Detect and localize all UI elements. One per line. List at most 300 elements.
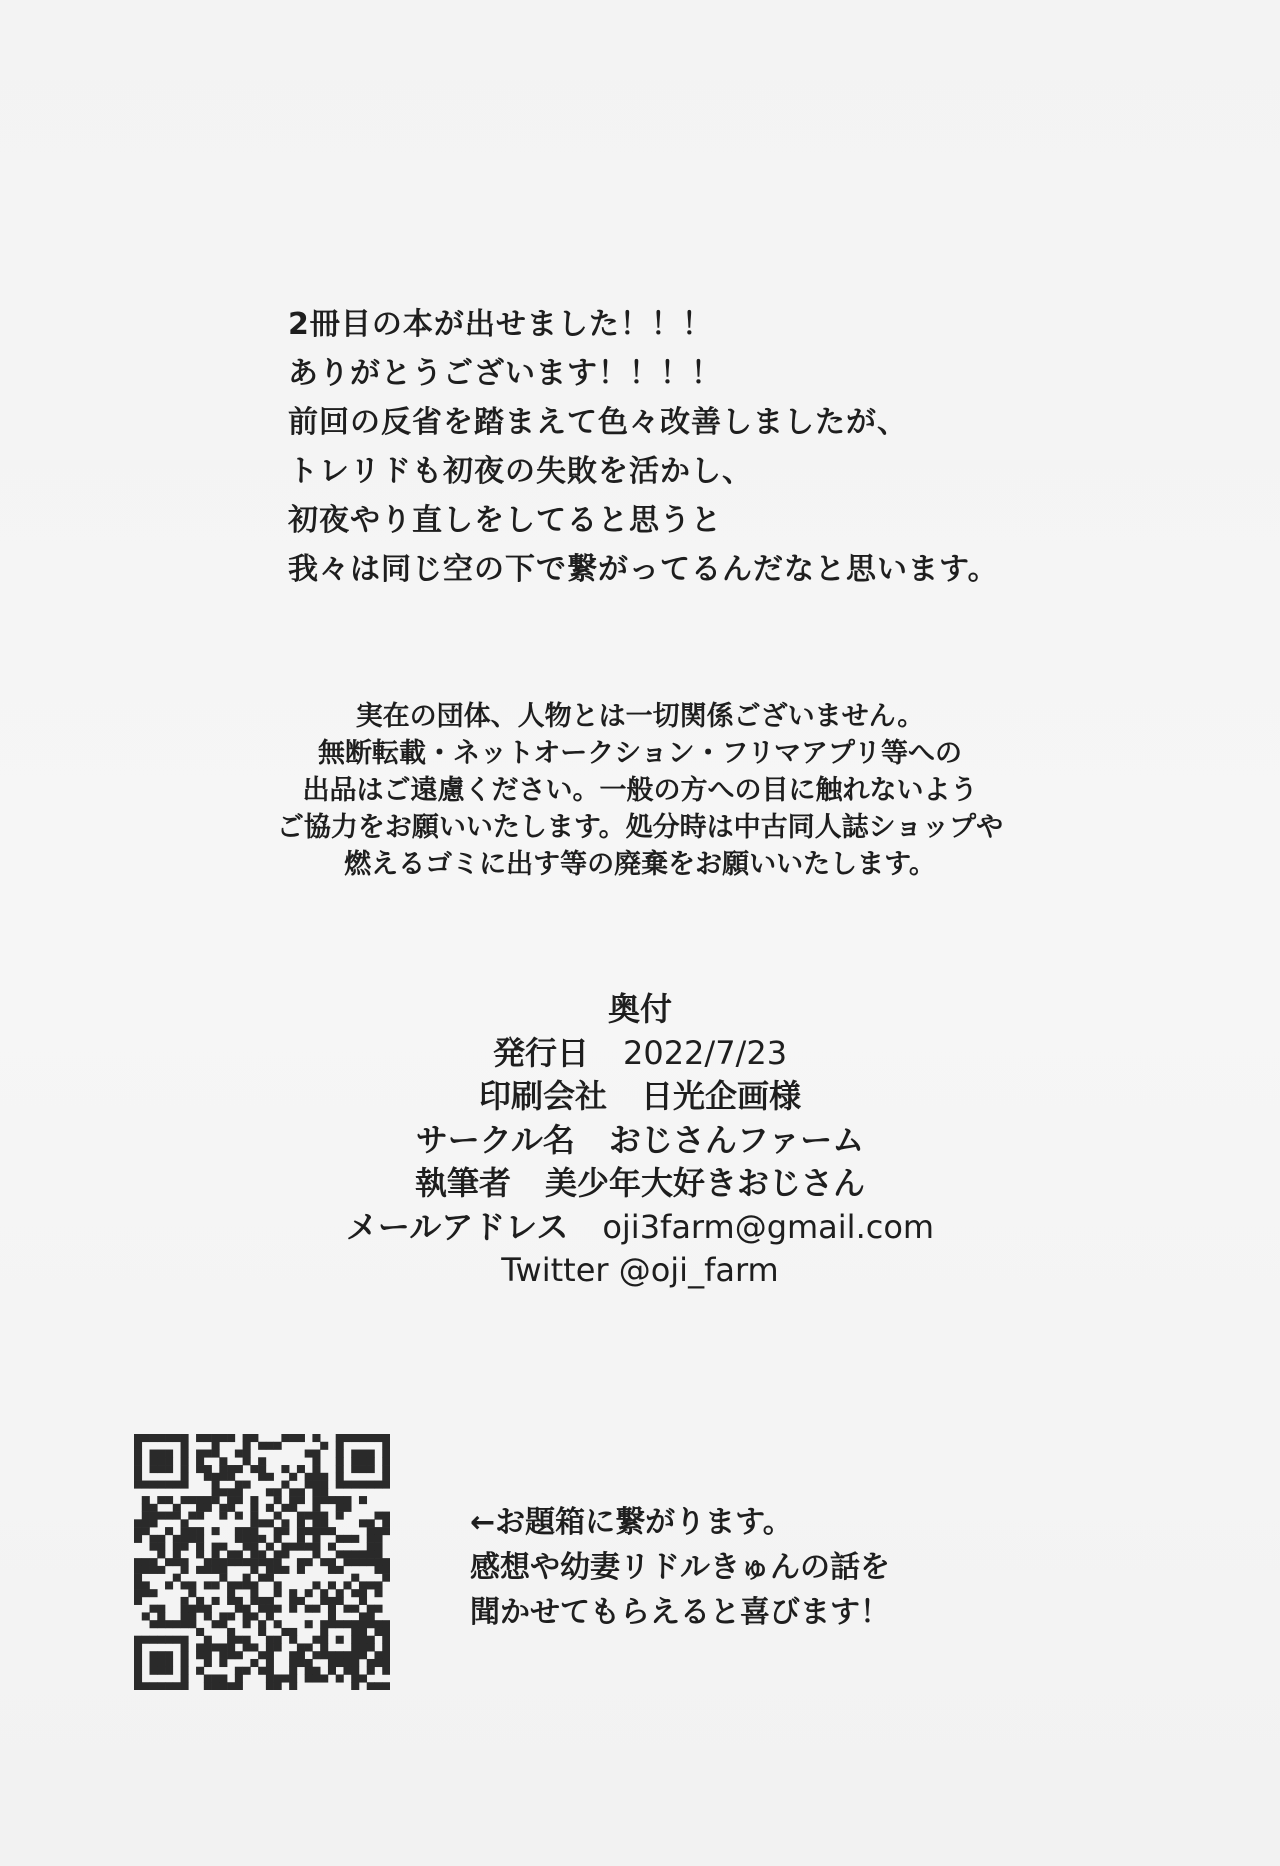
qr-module xyxy=(312,1450,320,1458)
qr-module xyxy=(359,1643,367,1651)
qr-module xyxy=(142,1558,150,1566)
legal-notice xyxy=(140,698,1140,883)
publication-date-row xyxy=(240,1032,1040,1076)
qr-module xyxy=(320,1496,328,1504)
qr-module xyxy=(382,1574,390,1582)
qr-module xyxy=(374,1527,382,1535)
qr-module xyxy=(289,1488,297,1496)
qr-module xyxy=(281,1481,289,1489)
qr-module xyxy=(227,1643,235,1651)
qr-module xyxy=(367,1543,375,1551)
qr-module xyxy=(134,1450,142,1458)
qr-module xyxy=(289,1434,297,1442)
qr-module xyxy=(212,1488,220,1496)
qr-module xyxy=(320,1643,328,1651)
qr-module xyxy=(336,1550,344,1558)
qr-module xyxy=(204,1465,212,1473)
qr-module xyxy=(196,1628,204,1636)
qr-module xyxy=(297,1519,305,1527)
qr-module xyxy=(320,1620,328,1628)
qr-module xyxy=(196,1535,204,1543)
qr-module xyxy=(382,1519,390,1527)
qr-module xyxy=(289,1659,297,1667)
qr-module xyxy=(181,1496,189,1504)
qr-module xyxy=(250,1434,258,1442)
qr-module xyxy=(374,1434,382,1442)
qr-module xyxy=(157,1659,165,1667)
qr-module xyxy=(274,1442,282,1450)
qr-module xyxy=(336,1620,344,1628)
qr-module xyxy=(134,1566,142,1574)
qr-module xyxy=(312,1465,320,1473)
qr-module xyxy=(382,1473,390,1481)
qr-module xyxy=(250,1597,258,1605)
qr-module xyxy=(212,1450,220,1458)
qr-module xyxy=(227,1636,235,1644)
email-row xyxy=(240,1206,1040,1250)
qr-module xyxy=(173,1574,181,1582)
qr-module xyxy=(212,1682,220,1690)
qr-module xyxy=(204,1612,212,1620)
qr-module xyxy=(382,1481,390,1489)
qr-module xyxy=(134,1535,142,1543)
qr-module xyxy=(250,1465,258,1473)
qr-module xyxy=(320,1481,328,1489)
qr-module xyxy=(212,1597,220,1605)
qr-module xyxy=(243,1643,251,1651)
qr-module xyxy=(336,1566,344,1574)
qr-module xyxy=(343,1651,351,1659)
qr-module xyxy=(235,1496,243,1504)
qr-code[interactable] xyxy=(134,1434,390,1690)
qr-module xyxy=(142,1519,150,1527)
qr-module xyxy=(250,1543,258,1551)
qr-module xyxy=(289,1597,297,1605)
qr-module xyxy=(374,1535,382,1543)
qr-module xyxy=(258,1628,266,1636)
qr-module xyxy=(181,1465,189,1473)
qr-module xyxy=(374,1512,382,1520)
qr-module xyxy=(297,1496,305,1504)
qr-module xyxy=(305,1667,313,1675)
qr-module xyxy=(336,1589,344,1597)
qr-module xyxy=(382,1659,390,1667)
qr-module xyxy=(343,1535,351,1543)
qr-module xyxy=(157,1636,165,1644)
qr-module xyxy=(351,1550,359,1558)
notice-line: 出品はご遠慮ください。一般の方への目に触れないよう xyxy=(302,775,978,806)
qr-module xyxy=(382,1620,390,1628)
qr-module xyxy=(181,1581,189,1589)
qr-module xyxy=(227,1550,235,1558)
qr-module xyxy=(165,1481,173,1489)
qr-module xyxy=(305,1481,313,1489)
qr-module xyxy=(219,1558,227,1566)
qr-module xyxy=(312,1488,320,1496)
qr-module xyxy=(227,1651,235,1659)
qr-module xyxy=(173,1481,181,1489)
qr-module xyxy=(157,1512,165,1520)
qr-module xyxy=(274,1527,282,1535)
qr-module xyxy=(250,1566,258,1574)
qr-module xyxy=(258,1535,266,1543)
qr-module xyxy=(374,1589,382,1597)
qr-module xyxy=(219,1488,227,1496)
qr-module xyxy=(150,1543,158,1551)
qr-module xyxy=(336,1465,344,1473)
qr-module xyxy=(351,1481,359,1489)
qr-module xyxy=(274,1674,282,1682)
qr-module xyxy=(243,1481,251,1489)
qr-module xyxy=(196,1527,204,1535)
qr-module xyxy=(250,1519,258,1527)
qr-module xyxy=(258,1473,266,1481)
qr-module xyxy=(297,1566,305,1574)
qr-module xyxy=(367,1620,375,1628)
qr-module xyxy=(165,1682,173,1690)
circle-value: おじさんファーム xyxy=(608,1120,865,1159)
afterword-line: 2冊目の本が出せました！！！ xyxy=(288,307,713,342)
qr-module xyxy=(312,1651,320,1659)
qr-module xyxy=(181,1651,189,1659)
qr-module xyxy=(274,1581,282,1589)
qr-module xyxy=(328,1527,336,1535)
qr-module xyxy=(351,1667,359,1675)
qr-module xyxy=(204,1558,212,1566)
qr-module xyxy=(219,1512,227,1520)
qr-module xyxy=(336,1674,344,1682)
qr-module xyxy=(258,1442,266,1450)
qr-module xyxy=(367,1558,375,1566)
qr-module xyxy=(212,1620,220,1628)
qr-module xyxy=(305,1473,313,1481)
author-value: 美少年大好きおじさん xyxy=(545,1164,866,1202)
qr-module xyxy=(343,1481,351,1489)
qr-module xyxy=(336,1442,344,1450)
qr-module xyxy=(235,1535,243,1543)
qr-module xyxy=(250,1512,258,1520)
qr-module xyxy=(173,1620,181,1628)
qr-module xyxy=(235,1597,243,1605)
qr-module xyxy=(243,1434,251,1442)
qr-module xyxy=(351,1465,359,1473)
qr-module xyxy=(204,1504,212,1512)
qr-module xyxy=(312,1550,320,1558)
qr-module xyxy=(328,1620,336,1628)
qr-module xyxy=(157,1667,165,1675)
qr-module xyxy=(266,1543,274,1551)
qr-module xyxy=(351,1558,359,1566)
qr-module xyxy=(266,1504,274,1512)
qr-module xyxy=(351,1535,359,1543)
qr-module xyxy=(219,1620,227,1628)
qr-module xyxy=(142,1527,150,1535)
qr-module xyxy=(150,1465,158,1473)
qr-module xyxy=(204,1636,212,1644)
qr-module xyxy=(227,1504,235,1512)
qr-module xyxy=(297,1488,305,1496)
qr-module xyxy=(150,1504,158,1512)
qr-module xyxy=(181,1682,189,1690)
qr-module xyxy=(204,1651,212,1659)
qr-module xyxy=(212,1558,220,1566)
qr-module xyxy=(181,1473,189,1481)
qr-module xyxy=(235,1581,243,1589)
qr-module xyxy=(258,1620,266,1628)
qr-module xyxy=(305,1527,313,1535)
qr-module xyxy=(243,1612,251,1620)
qr-module xyxy=(336,1434,344,1442)
qr-module xyxy=(367,1535,375,1543)
qr-module xyxy=(196,1504,204,1512)
qr-module xyxy=(181,1620,189,1628)
qr-module xyxy=(165,1527,173,1535)
qr-module xyxy=(328,1612,336,1620)
qr-module xyxy=(157,1481,165,1489)
qr-module xyxy=(289,1674,297,1682)
qr-module xyxy=(320,1512,328,1520)
qr-module xyxy=(343,1504,351,1512)
qr-module xyxy=(134,1643,142,1651)
qr-module xyxy=(188,1612,196,1620)
qr-module xyxy=(250,1589,258,1597)
qr-module xyxy=(320,1589,328,1597)
qr-module xyxy=(173,1550,181,1558)
qr-module xyxy=(289,1543,297,1551)
qr-module xyxy=(227,1473,235,1481)
qr-module xyxy=(157,1535,165,1543)
qr-module xyxy=(297,1651,305,1659)
qr-module xyxy=(204,1659,212,1667)
qr-module xyxy=(297,1512,305,1520)
qr-module xyxy=(134,1465,142,1473)
qr-module xyxy=(382,1682,390,1690)
qr-module xyxy=(305,1620,313,1628)
qr-module xyxy=(157,1620,165,1628)
qr-module xyxy=(367,1450,375,1458)
qr-module xyxy=(266,1488,274,1496)
qr-module xyxy=(359,1636,367,1644)
qr-module xyxy=(367,1550,375,1558)
qr-module xyxy=(134,1589,142,1597)
qr-module xyxy=(157,1651,165,1659)
qr-module xyxy=(219,1566,227,1574)
qr-module xyxy=(188,1535,196,1543)
twitter-handle: Twitter @oji_farm xyxy=(501,1251,779,1289)
qr-module xyxy=(243,1527,251,1535)
qr-module xyxy=(181,1442,189,1450)
qr-module xyxy=(382,1636,390,1644)
qr-module xyxy=(343,1558,351,1566)
qr-module xyxy=(258,1550,266,1558)
qr-module xyxy=(382,1465,390,1473)
qr-module xyxy=(382,1457,390,1465)
qr-module xyxy=(274,1620,282,1628)
qr-module xyxy=(150,1457,158,1465)
qr-module xyxy=(134,1519,142,1527)
qr-module xyxy=(227,1465,235,1473)
qr-module xyxy=(181,1566,189,1574)
qr-module xyxy=(165,1620,173,1628)
author-label: 執筆者 xyxy=(414,1164,511,1202)
qr-module xyxy=(142,1504,150,1512)
qr-module xyxy=(289,1636,297,1644)
qr-module xyxy=(227,1628,235,1636)
qr-module xyxy=(250,1527,258,1535)
qr-module xyxy=(351,1457,359,1465)
qr-module xyxy=(235,1682,243,1690)
qr-module xyxy=(219,1473,227,1481)
qr-module xyxy=(374,1628,382,1636)
qr-module xyxy=(297,1597,305,1605)
qr-module xyxy=(382,1643,390,1651)
qr-module xyxy=(312,1636,320,1644)
qr-module xyxy=(351,1651,359,1659)
qr-module xyxy=(142,1512,150,1520)
qr-module xyxy=(367,1659,375,1667)
qr-module xyxy=(188,1496,196,1504)
qr-module xyxy=(165,1558,173,1566)
qr-module xyxy=(328,1605,336,1613)
qr-module xyxy=(157,1550,165,1558)
qr-module xyxy=(382,1566,390,1574)
qr-module xyxy=(165,1651,173,1659)
qr-module xyxy=(196,1496,204,1504)
qr-module xyxy=(142,1566,150,1574)
qr-module xyxy=(351,1636,359,1644)
qr-module xyxy=(359,1519,367,1527)
qr-module xyxy=(165,1434,173,1442)
qr-module xyxy=(266,1674,274,1682)
qr-module xyxy=(336,1504,344,1512)
qr-module xyxy=(305,1450,313,1458)
qr-module xyxy=(219,1612,227,1620)
qr-module xyxy=(134,1651,142,1659)
qr-module xyxy=(274,1496,282,1504)
qr-module xyxy=(150,1535,158,1543)
circle-row xyxy=(240,1119,1040,1163)
qr-module xyxy=(266,1643,274,1651)
qr-module xyxy=(219,1674,227,1682)
qr-module xyxy=(328,1659,336,1667)
qr-module xyxy=(150,1659,158,1667)
qr-module xyxy=(328,1496,336,1504)
qr-module xyxy=(173,1558,181,1566)
qr-module xyxy=(289,1605,297,1613)
qr-module xyxy=(266,1682,274,1690)
qr-module xyxy=(157,1434,165,1442)
qr-module xyxy=(320,1488,328,1496)
qr-module xyxy=(281,1465,289,1473)
qr-module xyxy=(196,1651,204,1659)
qr-module xyxy=(320,1597,328,1605)
qr-module xyxy=(157,1543,165,1551)
afterword-text xyxy=(288,300,1148,594)
qr-module xyxy=(196,1605,204,1613)
qr-module xyxy=(173,1543,181,1551)
qr-module xyxy=(219,1682,227,1690)
qr-module xyxy=(374,1543,382,1551)
qr-module xyxy=(181,1558,189,1566)
qr-module xyxy=(274,1605,282,1613)
qr-module xyxy=(181,1636,189,1644)
qr-module xyxy=(134,1527,142,1535)
qr-module xyxy=(181,1434,189,1442)
qr-module xyxy=(382,1527,390,1535)
qr-module xyxy=(142,1581,150,1589)
qr-module xyxy=(212,1643,220,1651)
qr-module xyxy=(382,1651,390,1659)
qr-module xyxy=(312,1504,320,1512)
qr-module xyxy=(134,1682,142,1690)
qr-module xyxy=(312,1667,320,1675)
qr-module xyxy=(274,1589,282,1597)
qr-module xyxy=(266,1574,274,1582)
qr-module xyxy=(266,1659,274,1667)
qr-module xyxy=(281,1566,289,1574)
publication-date-label: 発行日 xyxy=(492,1033,589,1072)
qr-module xyxy=(328,1558,336,1566)
qr-module xyxy=(243,1636,251,1644)
qr-module xyxy=(274,1558,282,1566)
qr-module xyxy=(351,1434,359,1442)
qr-module xyxy=(235,1527,243,1535)
qr-module xyxy=(367,1581,375,1589)
qr-module xyxy=(320,1651,328,1659)
qr-module xyxy=(134,1659,142,1667)
qr-module xyxy=(196,1543,204,1551)
qr-module xyxy=(157,1457,165,1465)
qr-module xyxy=(266,1566,274,1574)
qr-module xyxy=(374,1481,382,1489)
qr-module xyxy=(134,1457,142,1465)
circle-label: サークル名 xyxy=(415,1120,575,1159)
qr-module xyxy=(250,1504,258,1512)
qr-module xyxy=(328,1597,336,1605)
qr-module xyxy=(351,1628,359,1636)
qr-module xyxy=(165,1457,173,1465)
qr-module xyxy=(367,1605,375,1613)
qr-module xyxy=(227,1589,235,1597)
qr-module xyxy=(320,1473,328,1481)
qr-module xyxy=(359,1481,367,1489)
qr-caption-line: 感想や幼妻リドルきゅんの話を xyxy=(470,1550,890,1585)
qr-module xyxy=(150,1605,158,1613)
qr-module xyxy=(258,1667,266,1675)
qr-module xyxy=(150,1651,158,1659)
qr-module xyxy=(274,1550,282,1558)
qr-module xyxy=(328,1566,336,1574)
printer-label: 印刷会社 xyxy=(478,1077,607,1115)
qr-module xyxy=(204,1605,212,1613)
qr-module xyxy=(250,1535,258,1543)
qr-module xyxy=(204,1434,212,1442)
qr-module xyxy=(181,1674,189,1682)
afterword-line: 初夜やり直しをしてると思うと xyxy=(288,503,722,538)
qr-module xyxy=(227,1488,235,1496)
qr-module xyxy=(359,1465,367,1473)
qr-module xyxy=(336,1659,344,1667)
qr-module xyxy=(150,1566,158,1574)
qr-module xyxy=(351,1605,359,1613)
qr-module xyxy=(165,1667,173,1675)
qr-module xyxy=(250,1612,258,1620)
qr-module xyxy=(157,1496,165,1504)
qr-module xyxy=(212,1566,220,1574)
qr-module xyxy=(212,1473,220,1481)
qr-module xyxy=(351,1589,359,1597)
qr-module xyxy=(382,1512,390,1520)
